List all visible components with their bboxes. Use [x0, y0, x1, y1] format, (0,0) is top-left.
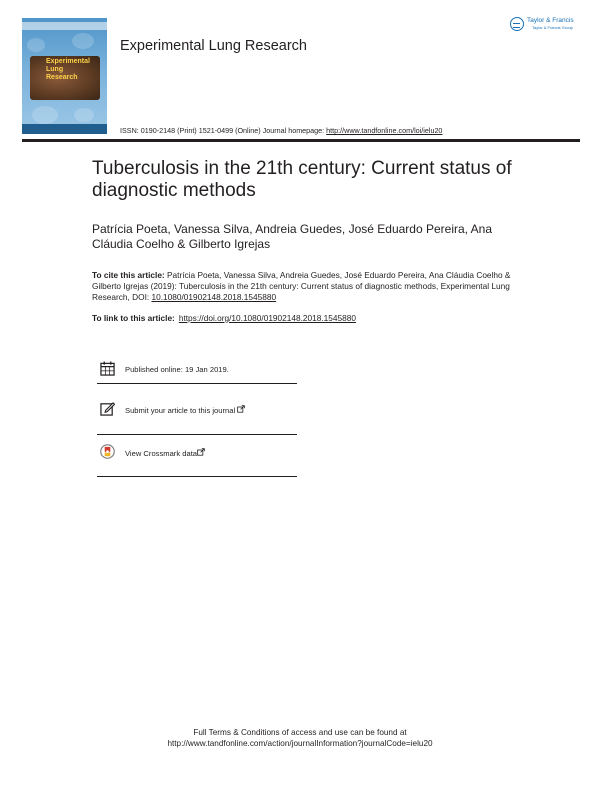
crossmark-text[interactable]: View Crossmark data: [125, 449, 198, 458]
edit-icon: [100, 401, 115, 416]
cover-footer-band: [22, 124, 107, 134]
item-divider: [97, 383, 297, 384]
crossmark-label[interactable]: [125, 448, 205, 458]
link-block: [92, 313, 356, 323]
publisher-name: Taylor & Francis: [527, 17, 574, 24]
header-divider: [22, 139, 580, 142]
crossmark-item[interactable]: [97, 444, 297, 464]
cover-title: Experimental Lung Research: [46, 58, 90, 81]
citation-doi-link[interactable]: 10.1080/01902148.2018.1545880: [151, 292, 277, 302]
crossmark-icon: [100, 444, 115, 459]
footer-terms-link[interactable]: http://www.tandfonline.com/action/journalInformation?journalCode=ielu20: [167, 739, 433, 748]
citation-label: To cite this article:: [92, 270, 165, 280]
citation-text: Patrícia Poeta, Vanessa Silva, Andreia Guedes, José Eduardo Pereira, Ana Cláudia Coelho & Gilberto Igrejas (2019): Tuberculosis in the 21th century: Current status of diagnostic methods, Experimental Lung Research, DOI:: [92, 270, 511, 302]
published-online-label: Published online: 19 Jan 2019.: [125, 365, 229, 374]
external-link-icon: [237, 405, 245, 413]
cover-header-band: [22, 22, 107, 30]
published-online-item: [97, 361, 297, 381]
issn-text: ISSN: 0190-2148 (Print) 1521-0499 (Online) Journal homepage:: [120, 126, 327, 135]
footer-terms-text: Full Terms & Conditions of access and use can be found at: [193, 728, 407, 737]
footer: [0, 727, 600, 749]
item-divider: [97, 434, 297, 435]
journal-name: Experimental Lung Research: [120, 38, 307, 54]
journal-homepage-link[interactable]: http://www.tandfonline.com/loi/ielu20: [326, 126, 443, 135]
publisher-logo[interactable]: [510, 16, 586, 36]
citation-block: [92, 270, 512, 303]
link-label: To link to this article:: [92, 313, 175, 323]
submit-article-text[interactable]: Submit your article to this journal: [125, 406, 236, 415]
external-link-icon: [197, 448, 205, 456]
article-title: Tuberculosis in the 21th century: Current status of diagnostic methods: [92, 158, 512, 201]
submit-article-item[interactable]: [97, 401, 297, 421]
item-divider: [97, 476, 297, 477]
publisher-sub: Taylor & Francis Group: [532, 25, 573, 30]
journal-cover-image: [22, 18, 107, 134]
issn-line: [120, 126, 442, 135]
article-doi-link[interactable]: https://doi.org/10.1080/01902148.2018.1545880: [178, 313, 356, 323]
taylor-francis-logo-icon: [510, 17, 524, 31]
calendar-icon: [100, 361, 115, 376]
submit-article-label[interactable]: [125, 405, 245, 415]
article-authors: Patrícia Poeta, Vanessa Silva, Andreia Guedes, José Eduardo Pereira, Ana Cláudia Coelho & Gilberto Igrejas: [92, 222, 493, 251]
